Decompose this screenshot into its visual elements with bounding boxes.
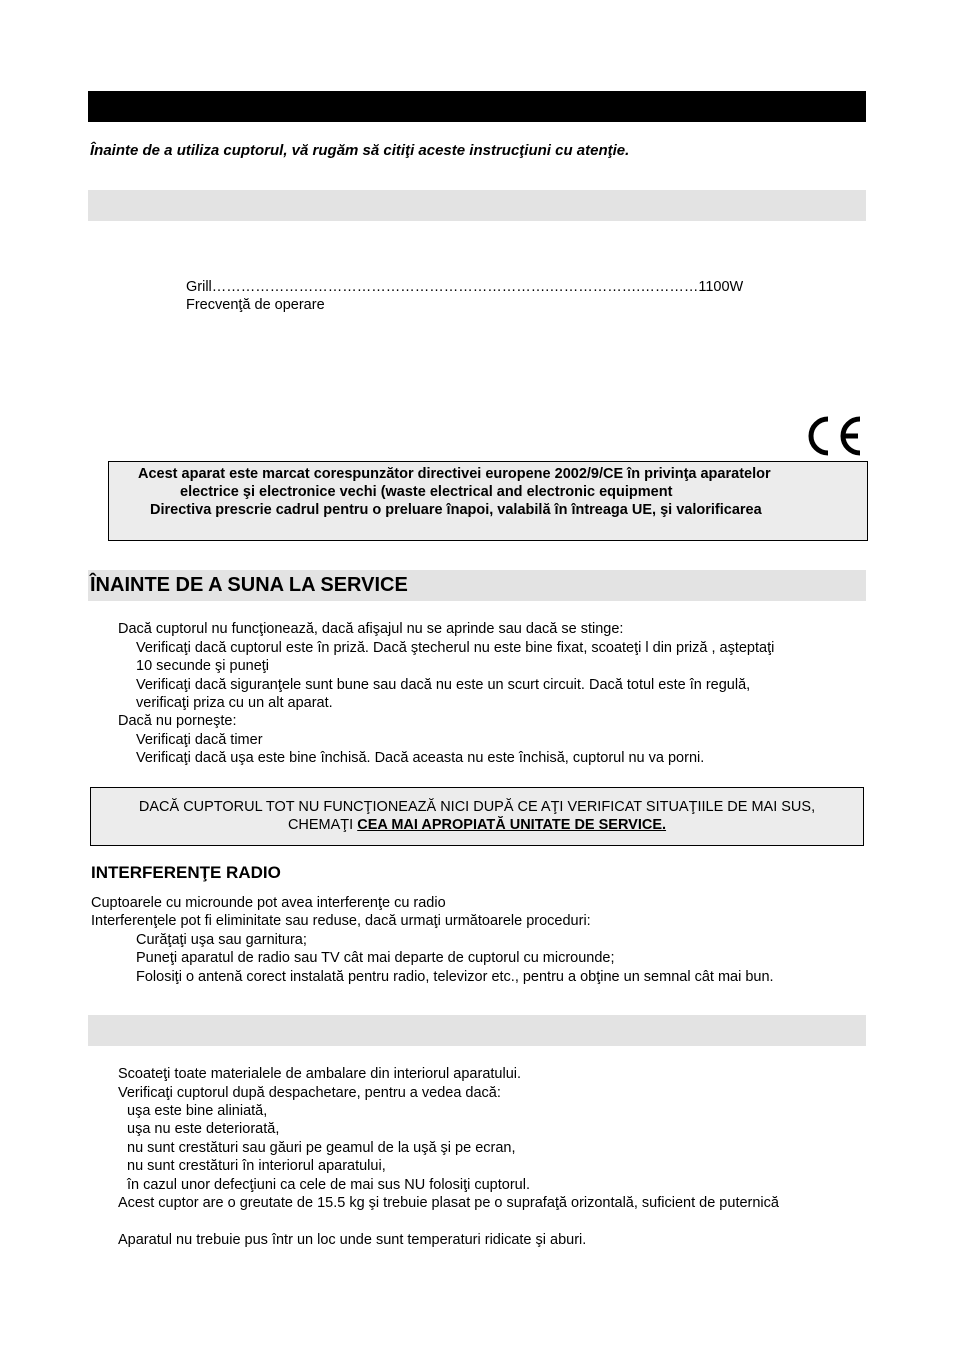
radio-section-title: INTERFERENŢE RADIO [91,863,281,882]
radio-line: Folosiţi o antenă corect instalată pentru radio, televizor etc., pentru a obţine un semnal cât mai bun. [136,969,774,985]
ce-mark-icon [800,414,864,458]
install-line: Scoateţi toate materialele de ambalare din interiorul aparatului. [118,1066,522,1082]
service-callout-prefix: CHEMAŢI [287,817,358,833]
install-line: nu sunt crestături în interiorul aparatului, [127,1158,386,1174]
specs-section-bar [88,190,866,221]
radio-line: Cuptoarele cu microunde pot avea interferenţe cu radio [91,895,446,911]
install-line: Aparatul nu trebuie pus într un loc unde sunt temperaturi ridicate şi aburi. [118,1232,587,1248]
spec-grill: Grill…………………………………………………………….……………….…………1100W [186,279,744,295]
install-line: uşa este bine aliniată, [127,1103,268,1119]
service-line: Verificaţi dacă uşa este bine închisă. Dacă aceasta nu este închisă, cuptorul nu va porni. [136,750,705,766]
service-line: 10 secunde şi puneţi [136,658,270,674]
weee-line-3: Directiva prescrie cadrul pentru o preluare înapoi, valabilă în întreaga UE, şi valorificarea [150,502,762,518]
install-line: nu sunt crestături sau găuri pe geamul de la uşă şi pe ecran, [127,1140,516,1156]
service-callout-line-1: DACĂ CUPTORUL TOT NU FUNCŢIONEAZĂ NICI DUPĂ CE AŢI VERIFICAT SITUAŢIILE DE MAI SUS, [138,799,816,815]
spec-frequency: Frecvenţă de operare [186,297,325,313]
service-section-title: ÎNAINTE DE A SUNA LA SERVICE [90,574,408,596]
weee-line-1: Acest aparat este marcat corespunzător directivei europene 2002/9/CE în privinţa aparatelor [138,466,771,482]
install-line: uşa nu este deteriorată, [127,1121,280,1137]
service-line: Verificaţi dacă siguranţele sunt bune sau dacă nu este un scurt circuit. Dacă totul este în regulă, [136,677,751,693]
service-line: Dacă nu porneşte: [118,713,237,729]
service-callout-line-2 [91,816,863,834]
service-line: Dacă cuptorul nu funcţionează, dacă afişajul nu se aprinde sau dacă se stinge: [118,621,624,637]
service-section-bar [88,570,866,601]
weee-line-2: electrice şi electronice vechi (waste electrical and electronic equipment [180,484,673,500]
install-section-bar [88,1015,866,1046]
install-line: Verificaţi cuptorul după despachetare, pentru a vedea dacă: [118,1085,501,1101]
radio-line: Puneţi aparatul de radio sau TV cât mai departe de cuptorul cu microunde; [136,950,615,966]
service-callout-emphasis: CEA MAI APROPIATĂ UNITATE DE SERVICE. [357,817,667,833]
radio-line: Interferenţele pot fi eliminitate sau reduse, dacă urmaţi următoarele proceduri: [91,913,591,929]
intro-text: Înainte de a utiliza cuptorul, vă rugăm să citiţi aceste instrucţiuni cu atenţie. [90,142,630,159]
weee-notice-box [108,461,868,541]
service-line: verificaţi priza cu un alt aparat. [136,695,333,711]
service-line: Verificaţi dacă cuptorul este în priză. Dacă ştecherul nu este bine fixat, scoateţi l din priză , aşteptaţi [136,640,775,656]
service-line: Verificaţi dacă timer [136,732,263,748]
header-bar [88,91,866,122]
service-callout-box [90,787,864,846]
install-line: în cazul unor defecţiuni ca cele de mai sus NU folosiţi cuptorul. [127,1177,530,1193]
install-line: Acest cuptor are o greutate de 15.5 kg şi trebuie plasat pe o suprafaţă orizontală, suficient de puternică [118,1195,779,1211]
radio-line: Curăţaţi uşa sau garnitura; [136,932,307,948]
